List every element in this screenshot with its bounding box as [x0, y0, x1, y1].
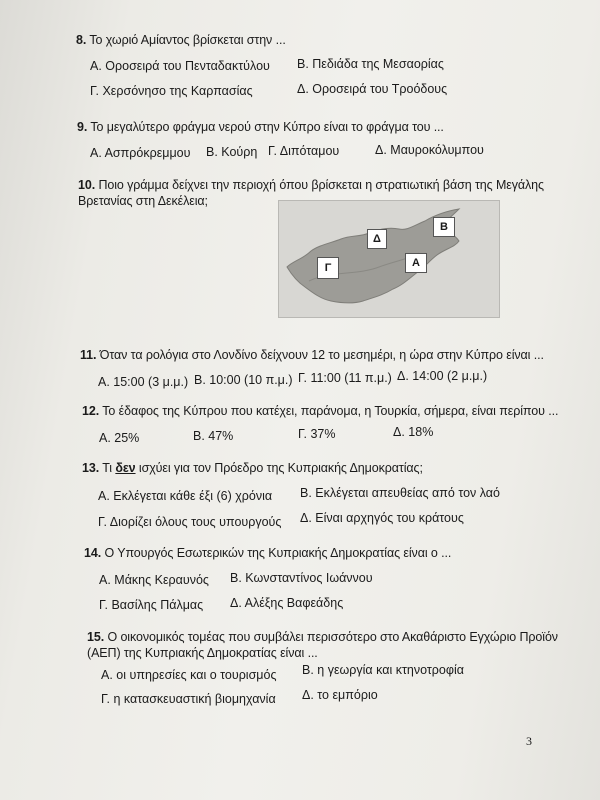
question-text-pre: Τι	[102, 461, 116, 475]
question-number: 14.	[84, 546, 102, 560]
question-number: 11.	[80, 348, 97, 362]
map-label-text: Γ	[324, 262, 332, 274]
question-text: Ποιο γράμμα δείχνει την περιοχή όπου βρίσκεται η στρατιωτική βάση της Μεγάλης	[98, 178, 544, 192]
option-d: Δ. το εμπόριο	[302, 688, 378, 702]
question-text: Το έδαφος της Κύπρου που κατέχει, παράνομα, η Τουρκία, σήμερα, είναι περίπου ...	[102, 404, 559, 418]
option-b: Β. Εκλέγεται απευθείας από τον λαό	[300, 486, 500, 500]
question-text: Ο Υπουργός Εσωτερικών της Κυπριακής Δημοκρατίας είναι ο ...	[104, 546, 452, 560]
option-a: Α. Μάκης Κεραυνός	[99, 573, 209, 587]
option-c: Γ. η κατασκευαστική βιομηχανία	[101, 692, 276, 706]
cyprus-map	[278, 200, 500, 318]
question-text: Το μεγαλύτερο φράγμα νερού στην Κύπρο είναι το φράγμα του ...	[90, 120, 444, 134]
question-text: Το χωριό Αμίαντος βρίσκεται στην ...	[89, 33, 286, 47]
option-a: Α. Εκλέγεται κάθε έξι (6) χρόνια	[98, 489, 273, 503]
option-a: Α. οι υπηρεσίες και ο τουρισμός	[101, 668, 277, 682]
option-c: Γ. Βασίλης Πάλμας	[99, 598, 204, 612]
option-c: Γ. Χερσόνησο της Καρπασίας	[90, 84, 253, 98]
question-text: Ο οικονομικός τομέας που συμβάλει περισσότερο στο Ακαθάριστο Εγχώριο Προϊόν	[107, 630, 558, 644]
option-b: Β. Κούρη	[206, 145, 258, 159]
option-d: Δ. Μαυροκόλυμπου	[375, 143, 484, 157]
question-15	[87, 629, 558, 646]
option-c: Γ. Διορίζει όλους τους υπουργούς	[98, 515, 282, 529]
question-11	[80, 347, 544, 364]
question-14	[84, 545, 451, 562]
question-9	[77, 119, 444, 136]
option-c: Γ. 37%	[298, 427, 336, 441]
question-number: 9.	[77, 120, 88, 134]
map-label-text: Δ	[373, 233, 381, 245]
option-a: Α. 25%	[99, 431, 140, 445]
map-label-g	[317, 257, 339, 279]
map-label-text: Β	[440, 221, 448, 233]
page-number: 3	[526, 734, 532, 748]
option-c: Γ. 11:00 (11 π.μ.)	[298, 371, 392, 385]
option-b: Β. Κωνσταντίνος Ιωάννου	[230, 571, 373, 585]
question-15-line2: (ΑΕΠ) της Κυπριακής Δημοκρατίας είναι ...	[87, 646, 318, 660]
cyprus-map-graphic	[279, 201, 499, 317]
map-label-d	[367, 229, 387, 249]
map-label-text: Α	[412, 257, 420, 269]
option-a: Α. Ασπρόκρεμμου	[90, 146, 191, 160]
question-13	[82, 460, 423, 477]
option-c: Γ. Διπόταμου	[268, 144, 340, 158]
option-d: Δ. Είναι αρχηγός του κράτους	[300, 511, 464, 525]
option-b: Β. Πεδιάδα της Μεσαορίας	[297, 57, 444, 71]
option-a: Α. Οροσειρά του Πενταδακτύλου	[90, 59, 270, 73]
question-number: 13.	[82, 461, 100, 475]
option-d: Δ. Οροσειρά του Τροόδους	[297, 82, 448, 96]
question-10-line2: Βρετανίας στη Δεκέλεια;	[78, 194, 208, 208]
question-12	[82, 403, 558, 420]
question-number: 15.	[87, 630, 105, 644]
option-d: Δ. Αλέξης Βαφεάδης	[230, 596, 344, 610]
map-label-b	[433, 217, 455, 237]
option-b: Β. 47%	[193, 429, 234, 443]
question-text-post: ισχύει για τον Πρόεδρο της Κυπριακής Δημοκρατίας;	[135, 461, 423, 475]
option-b: Β. 10:00 (10 π.μ.)	[194, 373, 293, 387]
map-label-a	[405, 253, 427, 273]
question-number: 10.	[78, 178, 96, 192]
option-d: Δ. 14:00 (2 μ.μ.)	[397, 369, 488, 383]
question-8	[76, 32, 286, 49]
question-text-emphasis: δεν	[115, 461, 136, 475]
question-10	[78, 177, 544, 194]
option-d: Δ. 18%	[393, 425, 434, 439]
option-a: Α. 15:00 (3 μ.μ.)	[98, 375, 189, 389]
question-number: 12.	[82, 404, 100, 418]
option-b: Β. η γεωργία και κτηνοτροφία	[302, 663, 464, 677]
question-number: 8.	[76, 33, 87, 47]
question-text: Όταν τα ρολόγια στο Λονδίνο δείχνουν 12 το μεσημέρι, η ώρα στην Κύπρο είναι ...	[99, 348, 544, 362]
